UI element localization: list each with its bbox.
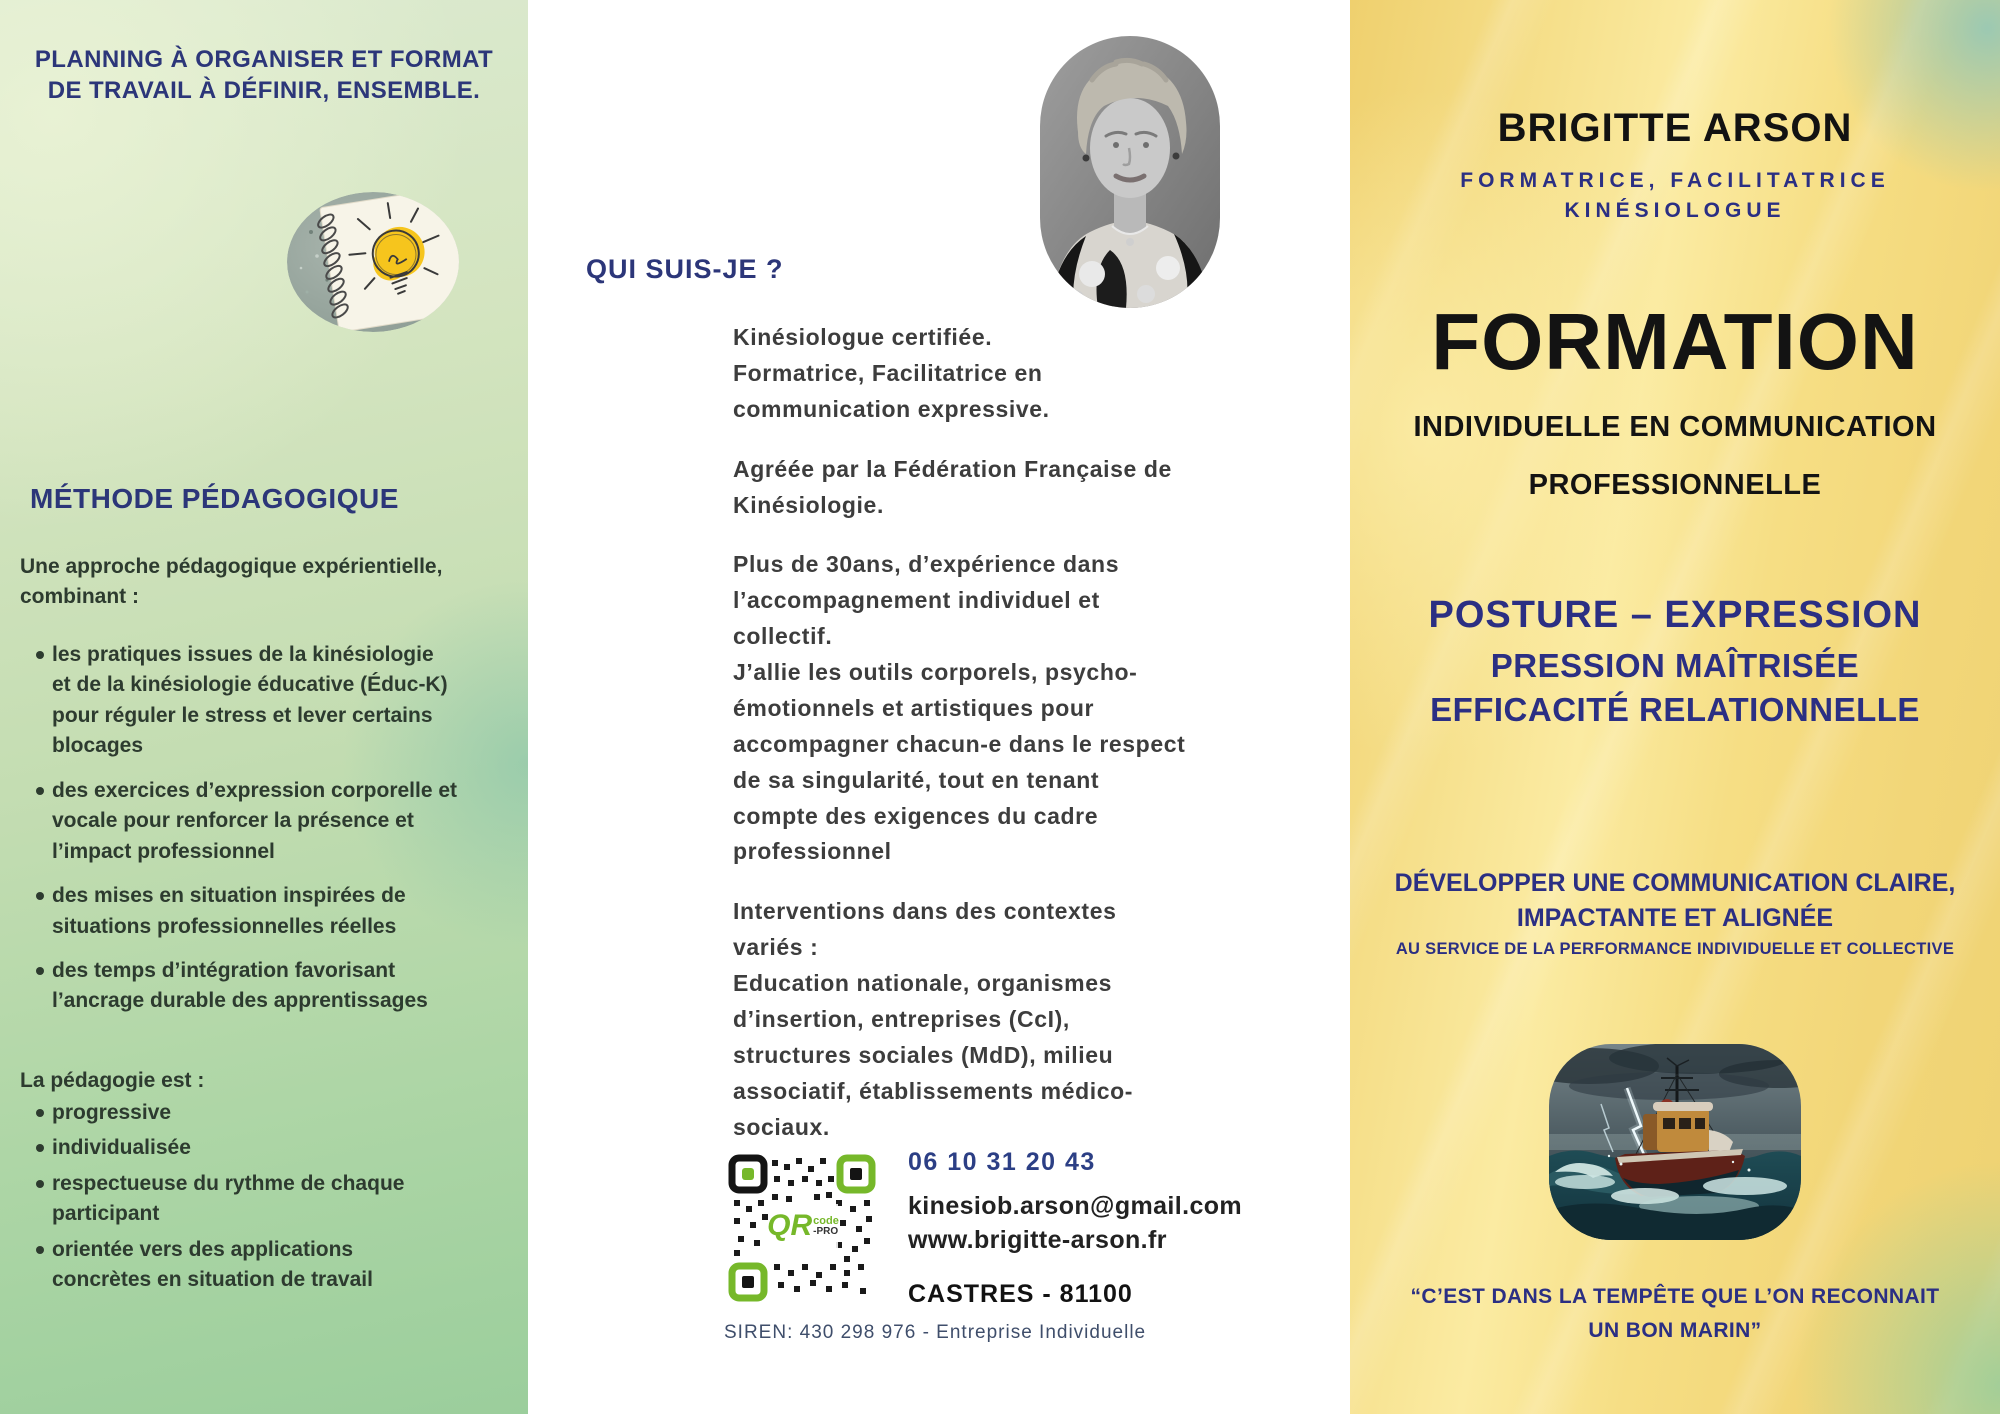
bio-paragraph: Interventions dans des contextes variés : Education nationale, organismes d’insertion, entreprises (CcI), structures sociales (MdD), milieu associatif, établissements médico- sociaux. bbox=[733, 898, 1134, 1140]
promise-subheading: AU SERVICE DE LA PERFORMANCE INDIVIDUELLE ET COLLECTIVE bbox=[1395, 940, 1955, 958]
list-item: les pratiques issues de la kinésiologie et de la kinésiologie éducative (Éduc-K) pour réguler le stress et lever certains blocages bbox=[0, 640, 528, 762]
method-section-title: MÉTHODE PÉDAGOGIQUE bbox=[30, 483, 399, 514]
list-item: des temps d’intégration favorisant l’ancrage durable des apprentissages bbox=[0, 956, 528, 1017]
method-intro: Une approche pédagogique expérientielle, combinant : bbox=[20, 555, 443, 609]
qr-label-big: QR bbox=[767, 1209, 813, 1242]
phone-number: 06 10 31 20 43 bbox=[908, 1148, 1096, 1176]
list-item: des exercices d’expression corporelle et vocale pour renforcer la présence et l’impact professionnel bbox=[0, 776, 528, 867]
storm-boat-illustration bbox=[1549, 1044, 1801, 1240]
qr-code-label bbox=[768, 1204, 838, 1248]
pedagogy-bullet-list bbox=[0, 1098, 528, 1301]
formation-subtitle: INDIVIDUELLE EN COMMUNICATION PROFESSIONNELLE bbox=[1413, 411, 1937, 501]
tagline-line: POSTURE – EXPRESSION bbox=[1428, 594, 1922, 636]
bio-paragraph: Kinésiologue certifiée. Formatrice, Facilitatrice en communication expressive. bbox=[733, 324, 1050, 422]
qr-label-pro: -PRO bbox=[813, 1225, 839, 1237]
right-panel bbox=[1350, 0, 2000, 1414]
bio-paragraph: Agréée par la Fédération Française de Kinésiologie. bbox=[733, 455, 1172, 518]
city-postal: CASTRES - 81100 bbox=[908, 1280, 1133, 1308]
method-bullet-list bbox=[0, 640, 528, 1031]
portrait-photo bbox=[1040, 36, 1220, 308]
list-item: progressive bbox=[0, 1098, 528, 1128]
tagline-line: PRESSION MAÎTRISÉE bbox=[1490, 647, 1860, 684]
qr-label-sub bbox=[813, 1216, 839, 1237]
portrait-illustration bbox=[1040, 36, 1220, 308]
middle-panel bbox=[528, 0, 1350, 1414]
email-address: kinesiob.arson@gmail.com bbox=[908, 1192, 1243, 1220]
tagline-line: EFFICACITÉ RELATIONNELLE bbox=[1430, 691, 1920, 728]
author-roles: FORMATRICE, FACILITATRICE KINÉSIOLOGUE bbox=[1460, 169, 1890, 223]
left-panel-title: PLANNING À ORGANISER ET FORMAT DE TRAVAIL À DÉFINIR, ENSEMBLE. bbox=[34, 46, 494, 105]
pedagogy-intro: La pédagogie est : bbox=[20, 1069, 205, 1092]
left-panel bbox=[0, 0, 528, 1414]
who-am-i-heading: QUI SUIS-JE ? bbox=[586, 254, 784, 284]
list-item: orientée vers des applications concrètes en situation de travail bbox=[0, 1235, 528, 1296]
contact-block bbox=[528, 1146, 1350, 1366]
quote-text: “C’EST DANS LA TEMPÊTE QUE L’ON RECONNAIT UN BON MARIN” bbox=[1410, 1285, 1940, 1342]
list-item: respectueuse du rythme de chaque participant bbox=[0, 1169, 528, 1230]
bio-paragraph: Plus de 30ans, d’expérience dans l’accompagnement individuel et collectif. J’allie les outils corporels, psycho- émotionnels et artistiques pour accompagner chacun-e dans le respect de sa singularité, tout en tenant compte des exigences du cadre professionnel bbox=[733, 551, 1186, 865]
list-item: individualisée bbox=[0, 1133, 528, 1163]
website-url: www.brigitte-arson.fr bbox=[908, 1226, 1167, 1254]
siren-number: SIREN: 430 298 976 - Entreprise Individuelle bbox=[724, 1322, 1147, 1343]
qr-label-code: code bbox=[813, 1214, 839, 1227]
list-item: des mises en situation inspirées de situations professionnelles réelles bbox=[0, 881, 528, 942]
notebook-lightbulb-illustration bbox=[287, 192, 459, 332]
formation-title: FORMATION bbox=[1431, 297, 1919, 386]
qr-code bbox=[726, 1152, 878, 1304]
storm-boat-image bbox=[1549, 1044, 1801, 1240]
notebook-lightbulb-image bbox=[287, 192, 459, 332]
bio-paragraphs bbox=[733, 320, 1333, 1169]
promise-heading: DÉVELOPPER UNE COMMUNICATION CLAIRE, IMPACTANTE ET ALIGNÉE bbox=[1394, 869, 1956, 932]
author-name: BRIGITTE ARSON bbox=[1497, 106, 1853, 150]
tagline-block bbox=[1350, 594, 2000, 729]
